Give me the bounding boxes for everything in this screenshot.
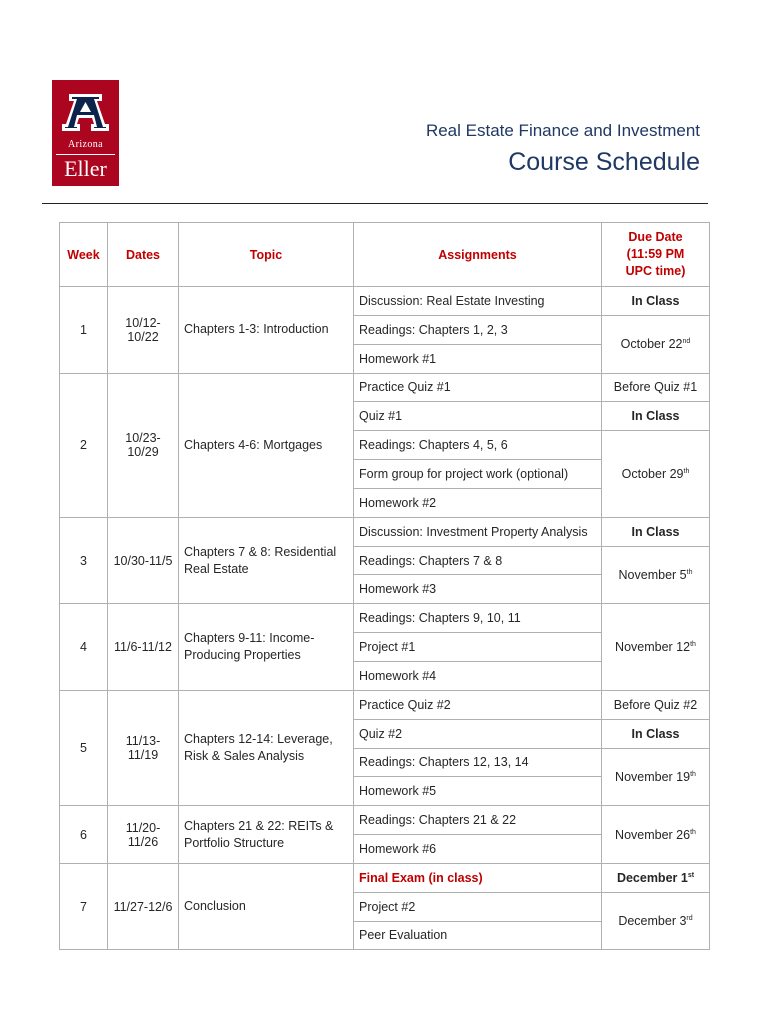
table-row [60, 517, 710, 546]
block-a-logo-icon [52, 80, 119, 138]
due-date-cell [602, 517, 710, 546]
header-assignments: Assignments [354, 223, 602, 287]
ordinal-suffix: th [683, 467, 690, 475]
logo-text-eller: Eller [64, 156, 107, 181]
university-logo [52, 80, 119, 186]
table-row [60, 287, 710, 316]
week-number: 3 [60, 517, 108, 604]
due-date-text: November 26 [615, 827, 691, 842]
due-date-cell [602, 373, 710, 402]
assignment-cell: Project #1 [354, 633, 602, 662]
header-week: Week [60, 223, 108, 287]
assignment-cell: Readings: Chapters 4, 5, 6 [354, 431, 602, 460]
table-row [60, 373, 710, 402]
week-topic: Chapters 21 & 22: REITs & Portfolio Structure [179, 806, 354, 864]
header-topic: Topic [179, 223, 354, 287]
week-dates: 10/12-10/22 [108, 287, 179, 374]
assignment-cell: Readings: Chapters 9, 10, 11 [354, 604, 602, 633]
week-number: 1 [60, 287, 108, 374]
due-date-cell [602, 315, 710, 373]
assignment-cell: Homework #5 [354, 777, 602, 806]
due-date-text: Before Quiz #1 [613, 380, 698, 395]
assignment-cell: Homework #6 [354, 835, 602, 864]
due-date-text: Before Quiz #2 [613, 697, 698, 712]
week-topic: Conclusion [179, 863, 354, 950]
week-topic: Chapters 12-14: Leverage, Risk & Sales Analysis [179, 690, 354, 805]
table-header-row [60, 223, 710, 287]
due-date-cell [602, 546, 710, 604]
assignment-cell: Quiz #1 [354, 402, 602, 431]
ordinal-suffix: nd [682, 338, 691, 346]
assignment-cell: Final Exam (in class) [354, 863, 602, 892]
logo-text-arizona: Arizona [67, 139, 103, 150]
due-date-text: In Class [631, 293, 680, 308]
assignment-cell: Readings: Chapters 21 & 22 [354, 806, 602, 835]
week-number: 7 [60, 863, 108, 950]
assignment-cell: Homework #4 [354, 661, 602, 690]
assignment-cell: Homework #3 [354, 575, 602, 604]
assignment-cell: Project #2 [354, 892, 602, 921]
week-dates: 11/6-11/12 [108, 604, 179, 691]
ordinal-suffix: st [687, 871, 695, 879]
week-dates: 10/23-10/29 [108, 373, 179, 517]
week-dates: 11/13-11/19 [108, 690, 179, 805]
page-title: Course Schedule [508, 148, 700, 176]
assignment-cell: Practice Quiz #2 [354, 690, 602, 719]
table-row [60, 690, 710, 719]
due-date-cell [602, 863, 710, 892]
assignment-cell: Readings: Chapters 1, 2, 3 [354, 315, 602, 344]
course-subtitle: Real Estate Finance and Investment [425, 121, 700, 140]
week-topic: Chapters 9-11: Income-Producing Properties [179, 604, 354, 691]
table-row [60, 863, 710, 892]
header-divider [42, 203, 708, 204]
ordinal-suffix: th [690, 770, 696, 778]
due-date-text: In Class [631, 726, 680, 741]
due-date-cell [602, 748, 710, 806]
week-topic: Chapters 7 & 8: Residential Real Estate [179, 517, 354, 604]
assignment-cell: Readings: Chapters 12, 13, 14 [354, 748, 602, 777]
week-dates: 11/27-12/6 [108, 863, 179, 950]
due-date-cell [602, 402, 710, 431]
header-dates: Dates [108, 223, 179, 287]
due-date-cell [602, 806, 710, 864]
week-number: 6 [60, 806, 108, 864]
week-number: 5 [60, 690, 108, 805]
week-dates: 11/20-11/26 [108, 806, 179, 864]
due-date-text: In Class [631, 409, 680, 424]
due-date-text: October 22 [620, 337, 683, 352]
assignment-cell: Discussion: Real Estate Investing [354, 287, 602, 316]
due-date-text: November 19 [615, 769, 691, 784]
week-number: 4 [60, 604, 108, 691]
table-row [60, 604, 710, 633]
assignment-cell: Homework #2 [354, 488, 602, 517]
due-date-cell [602, 719, 710, 748]
due-date-cell [602, 604, 710, 691]
assignment-cell: Quiz #2 [354, 719, 602, 748]
due-date-cell [602, 892, 710, 950]
assignment-cell: Homework #1 [354, 344, 602, 373]
week-topic: Chapters 4-6: Mortgages [179, 373, 354, 517]
due-date-text: In Class [631, 524, 680, 539]
logo-divider [56, 154, 115, 155]
table-row [60, 806, 710, 835]
assignment-cell: Readings: Chapters 7 & 8 [354, 546, 602, 575]
due-date-text: December 3 [618, 914, 687, 929]
due-date-text: October 29 [621, 466, 684, 481]
schedule-body [60, 287, 710, 950]
due-date-cell [602, 287, 710, 316]
due-date-cell [602, 690, 710, 719]
assignment-cell: Practice Quiz #1 [354, 373, 602, 402]
course-schedule-table [59, 222, 710, 950]
due-date-text: December 1 [616, 870, 688, 885]
ordinal-suffix: th [686, 568, 693, 576]
ordinal-suffix: th [690, 640, 696, 648]
header-due-date: Due Date (11:59 PM UPC time) [602, 223, 710, 287]
assignment-cell: Discussion: Investment Property Analysis [354, 517, 602, 546]
ordinal-suffix: th [690, 828, 696, 836]
week-dates: 10/30-11/5 [108, 517, 179, 604]
week-topic: Chapters 1-3: Introduction [179, 287, 354, 374]
due-date-cell [602, 431, 710, 518]
assignment-cell: Form group for project work (optional) [354, 460, 602, 489]
due-date-text: November 5 [618, 567, 687, 582]
due-date-text: November 12 [615, 640, 691, 655]
ordinal-suffix: rd [686, 914, 693, 922]
week-number: 2 [60, 373, 108, 517]
assignment-cell: Peer Evaluation [354, 921, 602, 950]
